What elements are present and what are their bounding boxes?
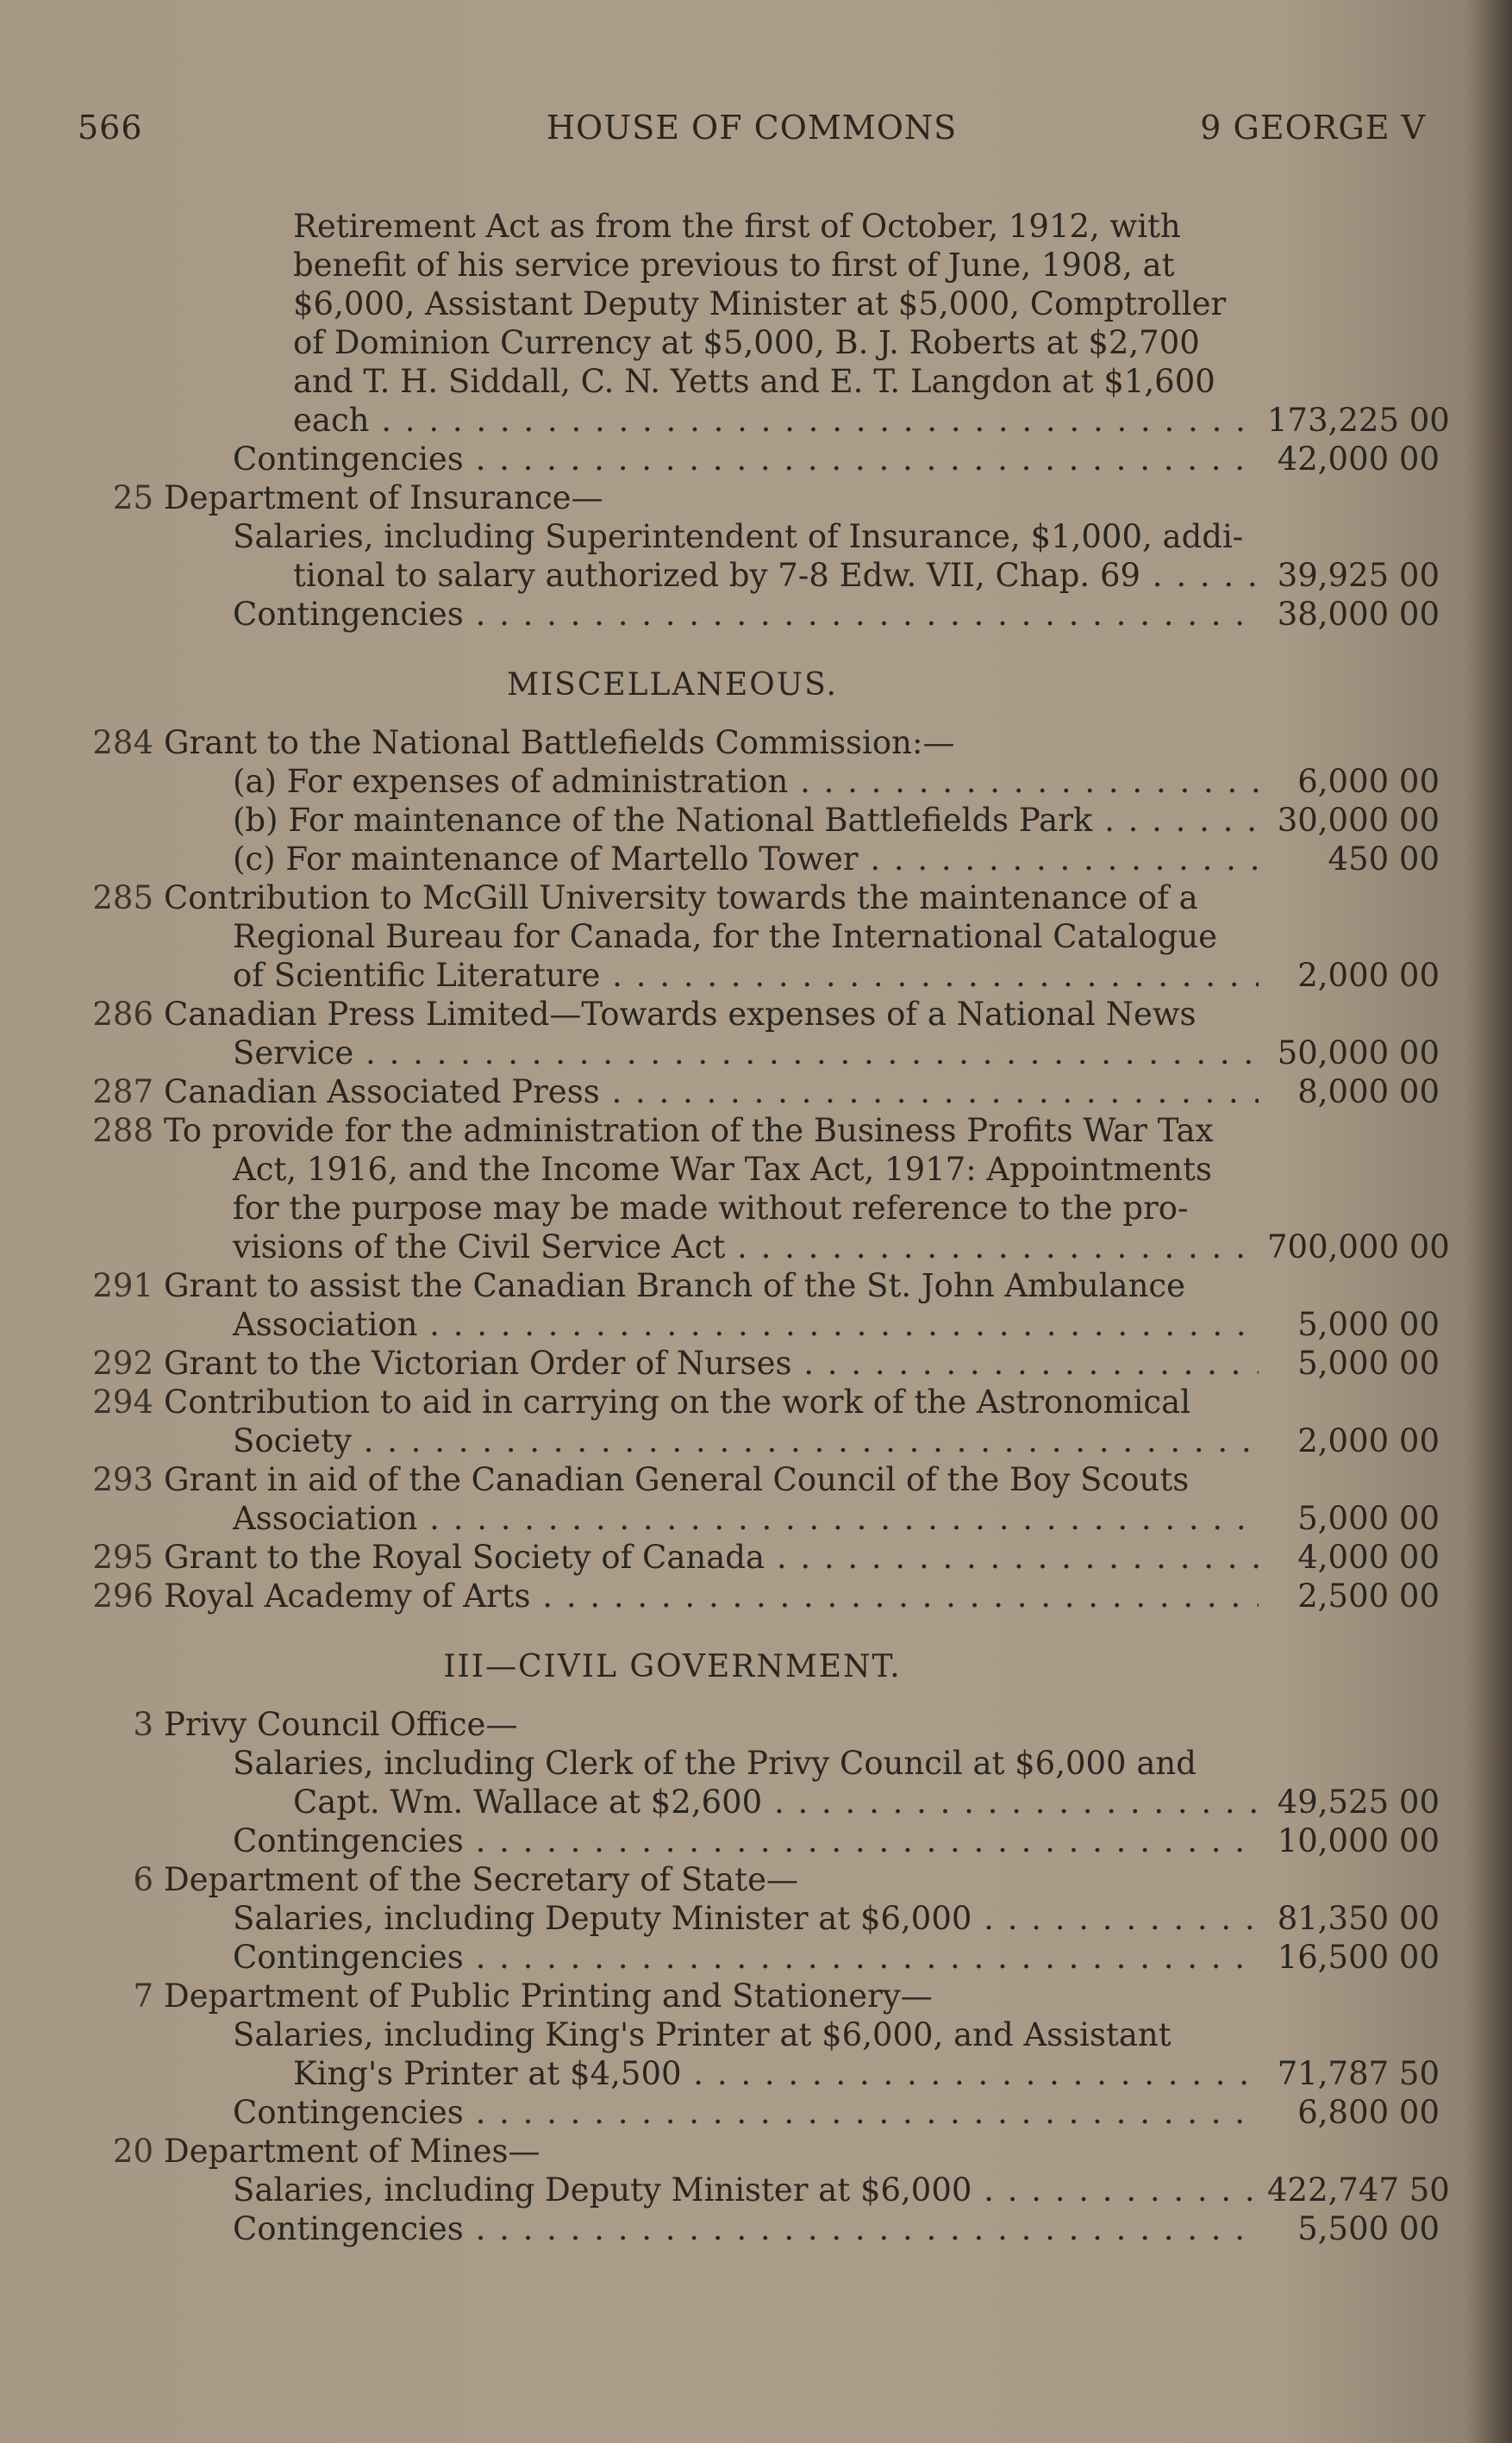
estimate-line xyxy=(86,723,1440,762)
estimate-line xyxy=(86,1860,1440,1899)
vote-number: 20 xyxy=(112,2133,153,2170)
line-text: Salaries, including Deputy Minister at $6,000 . . . xyxy=(86,1899,1259,1938)
line-text: (b) For maintenance of the National Battlefields Park . . . xyxy=(86,801,1259,840)
line-text: Salaries, including Clerk of the Privy Council at $6,000 and xyxy=(233,1745,1196,1782)
amount: 700,000 00 xyxy=(1267,1228,1450,1265)
line-text: for the purpose may be made without reference to the pro- xyxy=(233,1190,1189,1227)
amount: 81,350 00 xyxy=(1277,1900,1440,1937)
vote-number: 3 xyxy=(133,1706,153,1743)
line-text: To provide for the administration of the Business Profits War Tax xyxy=(164,1112,1214,1149)
line-text: Royal Academy of Arts . . . xyxy=(86,1577,1259,1615)
vote-number: 286 xyxy=(92,996,153,1033)
line-text: (c) For maintenance of Martello Tower . . . xyxy=(86,840,1259,878)
amount: 71,787 50 xyxy=(1277,2055,1440,2092)
line-text: Contingencies . . . xyxy=(86,1821,1259,1860)
estimate-line xyxy=(86,1821,1440,1860)
estimate-line xyxy=(86,1228,1450,1266)
amount: 5,000 00 xyxy=(1297,1306,1440,1343)
line-text: Grant to the Victorian Order of Nurses . . . xyxy=(86,1344,1259,1383)
line-text: King's Printer at $4,500 . . . xyxy=(86,2054,1259,2093)
line-text: Contingencies . . . xyxy=(86,595,1259,634)
line-text: Regional Bureau for Canada, for the International Catalogue xyxy=(233,918,1218,955)
estimate-line xyxy=(86,2132,1440,2171)
line-text: benefit of his service previous to first of June, 1908, at xyxy=(293,247,1175,284)
line-text: $6,000, Assistant Deputy Minister at $5,000, Comptroller xyxy=(293,285,1227,322)
line-text: Department of Mines— xyxy=(164,2133,540,2170)
line-text: (a) For expenses of administration . . . xyxy=(86,762,1259,801)
line-text: Canadian Associated Press . . . xyxy=(86,1072,1259,1111)
amount: 10,000 00 xyxy=(1277,1822,1440,1859)
vote-number: 292 xyxy=(92,1345,153,1382)
estimate-line xyxy=(86,917,1440,956)
estimate-line xyxy=(86,762,1440,801)
line-text: Act, 1916, and the Income War Tax Act, 1917: Appointments xyxy=(233,1151,1212,1188)
line-text: Contingencies . . . xyxy=(86,1938,1259,1977)
amount: 2,000 00 xyxy=(1297,1422,1440,1459)
line-text: Service . . . xyxy=(86,1034,1259,1072)
estimate-line xyxy=(86,478,1440,517)
estimate-line xyxy=(86,1460,1440,1499)
estimate-line xyxy=(86,284,1440,323)
line-text: Grant in aid of the Canadian General Council of the Boy Scouts xyxy=(164,1461,1190,1498)
miscellaneous-block xyxy=(86,723,1450,1615)
amount: 8,000 00 xyxy=(1297,1073,1440,1110)
estimate-line xyxy=(86,878,1440,917)
estimate-line xyxy=(86,840,1440,878)
estimate-line xyxy=(86,1266,1440,1305)
estimate-line xyxy=(86,1383,1440,1421)
line-text: of Scientific Literature . . . xyxy=(86,956,1259,995)
estimate-line xyxy=(86,556,1440,595)
estimate-line xyxy=(86,995,1440,1034)
amount: 49,525 00 xyxy=(1277,1784,1440,1821)
amount: 450 00 xyxy=(1328,840,1440,878)
vote-number: 287 xyxy=(92,1073,153,1110)
estimate-line xyxy=(86,517,1440,556)
estimate-line xyxy=(86,1150,1440,1189)
line-text: Association . . . xyxy=(86,1499,1259,1538)
line-text: Salaries, including Superintendent of Insurance, $1,000, addi- xyxy=(233,518,1244,555)
amount: 42,000 00 xyxy=(1277,440,1440,478)
estimate-line xyxy=(86,1344,1440,1383)
line-text: and T. H. Siddall, C. N. Yetts and E. T. Langdon at $1,600 xyxy=(293,363,1215,400)
line-text: Department of Public Printing and Stationery— xyxy=(164,1978,933,2015)
amount: 5,000 00 xyxy=(1297,1345,1440,1382)
estimate-line xyxy=(86,1705,1440,1744)
vote-number: 288 xyxy=(92,1112,153,1149)
line-text: Department of Insurance— xyxy=(164,479,603,516)
line-text: Canadian Press Limited—Towards expenses of a National News xyxy=(164,996,1196,1033)
line-text: Department of the Secretary of State— xyxy=(164,1861,798,1898)
line-text: Contingencies . . . xyxy=(86,2209,1259,2248)
vote-number: 291 xyxy=(92,1267,153,1304)
estimate-line xyxy=(86,401,1450,440)
estimate-line xyxy=(86,323,1440,362)
line-text: Contribution to McGill University towards the maintenance of a xyxy=(164,879,1198,916)
amount: 2,000 00 xyxy=(1297,957,1440,994)
amount: 38,000 00 xyxy=(1277,596,1440,633)
amount: 5,500 00 xyxy=(1297,2210,1440,2247)
amount: 16,500 00 xyxy=(1277,1939,1440,1976)
amount: 6,000 00 xyxy=(1297,763,1440,800)
vote-number: 296 xyxy=(92,1578,153,1615)
estimate-line xyxy=(86,1305,1440,1344)
estimate-line xyxy=(86,2171,1450,2209)
estimate-line xyxy=(86,595,1440,634)
vote-number: 284 xyxy=(92,724,153,761)
line-text: Contribution to aid in carrying on the work of the Astronomical xyxy=(164,1384,1191,1421)
running-title: HOUSE OF COMMONS xyxy=(546,109,958,147)
session-label: 9 GEORGE V xyxy=(1200,109,1426,147)
estimate-line xyxy=(86,956,1440,995)
estimate-line xyxy=(86,2209,1440,2248)
estimate-line xyxy=(86,2093,1440,2132)
estimates-content xyxy=(86,207,1450,2248)
vote-number: 293 xyxy=(92,1461,153,1498)
estimate-line xyxy=(86,1189,1440,1228)
estimate-line xyxy=(86,440,1440,478)
estimate-line xyxy=(86,1072,1440,1111)
estimate-line xyxy=(86,1421,1440,1460)
amount: 30,000 00 xyxy=(1277,802,1440,839)
amount: 2,500 00 xyxy=(1297,1578,1440,1615)
estimate-line xyxy=(86,1034,1440,1072)
estimate-line xyxy=(86,246,1440,284)
estimate-line xyxy=(86,1538,1440,1577)
line-text: Grant to the Royal Society of Canada . . . xyxy=(86,1538,1259,1577)
line-text: Grant to the National Battlefields Commission:— xyxy=(164,724,955,761)
line-text: Grant to assist the Canadian Branch of the St. John Ambulance xyxy=(164,1267,1186,1304)
line-text: tional to salary authorized by 7-8 Edw. VII, Chap. 69 . . . xyxy=(86,556,1259,595)
line-text: Association . . . xyxy=(86,1305,1259,1344)
line-text: Retirement Act as from the first of October, 1912, with xyxy=(293,208,1181,245)
line-text: Salaries, including Deputy Minister at $6,000 . . . xyxy=(86,2171,1259,2209)
estimate-line xyxy=(86,1499,1440,1538)
amount: 50,000 00 xyxy=(1277,1034,1440,1072)
estimate-line xyxy=(86,2054,1440,2093)
section-heading-civil-government: III—CIVIL GOVERNMENT. xyxy=(443,1649,902,1684)
amount: 5,000 00 xyxy=(1297,1500,1440,1537)
amount: 173,225 00 xyxy=(1267,402,1450,439)
vote-number: 285 xyxy=(92,879,153,916)
estimate-line xyxy=(86,1899,1440,1938)
line-text: Privy Council Office— xyxy=(164,1706,518,1743)
section-heading-miscellaneous: MISCELLANEOUS. xyxy=(507,667,838,703)
insurance-block xyxy=(86,207,1450,634)
line-text: Contingencies . . . xyxy=(86,2093,1259,2132)
estimate-line xyxy=(86,1111,1440,1150)
vote-number: 25 xyxy=(112,479,153,516)
line-text: Salaries, including King's Printer at $6,000, and Assistant xyxy=(233,2016,1171,2053)
estimate-line xyxy=(86,1938,1440,1977)
estimate-line xyxy=(86,1977,1440,2015)
amount: 39,925 00 xyxy=(1277,557,1440,594)
vote-number: 6 xyxy=(133,1861,153,1898)
line-text: Capt. Wm. Wallace at $2,600 . . . xyxy=(86,1783,1259,1821)
page-number: 566 xyxy=(78,109,143,147)
amount: 422,747 50 xyxy=(1267,2171,1450,2209)
amount: 4,000 00 xyxy=(1297,1539,1440,1576)
line-text: Society . . . xyxy=(86,1421,1259,1460)
amount: 6,800 00 xyxy=(1297,2094,1440,2131)
estimate-line xyxy=(86,362,1440,401)
estimate-line xyxy=(86,207,1440,246)
vote-number: 7 xyxy=(133,1978,153,2015)
line-text: visions of the Civil Service Act . . . xyxy=(86,1228,1259,1266)
line-text: each . . . xyxy=(86,401,1259,440)
line-text: of Dominion Currency at $5,000, B. J. Roberts at $2,700 xyxy=(293,324,1200,361)
vote-number: 294 xyxy=(92,1384,153,1421)
page-header xyxy=(78,109,1426,152)
estimate-line xyxy=(86,801,1440,840)
civil-government-block xyxy=(86,1705,1450,2248)
estimate-line xyxy=(86,2015,1440,2054)
vote-number: 295 xyxy=(92,1539,153,1576)
estimate-line xyxy=(86,1744,1440,1783)
line-text: Contingencies . . . xyxy=(86,440,1259,478)
estimate-line xyxy=(86,1577,1440,1615)
estimate-line xyxy=(86,1783,1440,1821)
